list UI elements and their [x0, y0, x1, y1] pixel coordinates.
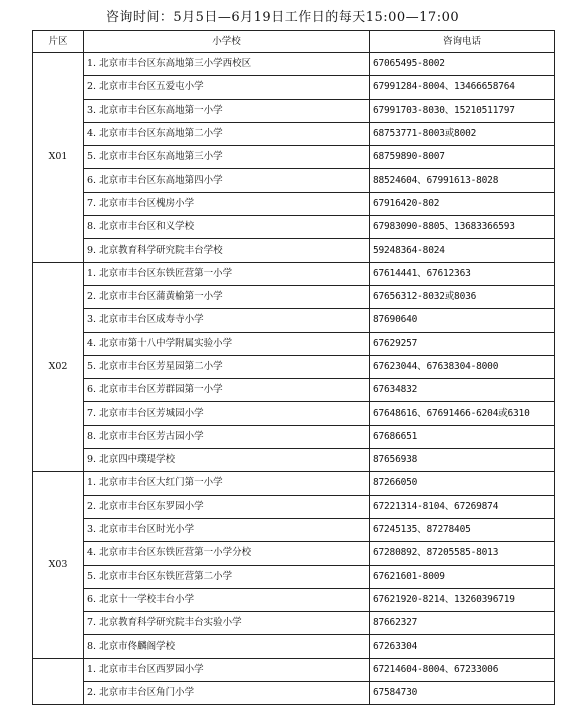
school-name-cell: 3. 北京市丰台区成寿寺小学 — [84, 309, 370, 332]
table-row — [33, 309, 555, 332]
table-row — [33, 495, 555, 518]
table-row — [33, 402, 555, 425]
phone-number-cell: 88524604、67991613-8028 — [370, 169, 555, 192]
table-row — [33, 216, 555, 239]
phone-number-cell: 68753771-8003或8002 — [370, 122, 555, 145]
phone-number-cell: 67245135、87278405 — [370, 518, 555, 541]
school-name-cell: 7. 北京教育科学研究院丰台实验小学 — [84, 612, 370, 635]
table-row — [33, 449, 555, 472]
phone-number-cell: 67065495-8002 — [370, 53, 555, 76]
table-row — [33, 565, 555, 588]
school-name-cell: 2. 北京市丰台区东罗园小学 — [84, 495, 370, 518]
table-row — [33, 53, 555, 76]
phone-number-cell: 87690640 — [370, 309, 555, 332]
school-name-cell: 8. 北京市佟麟阁学校 — [84, 635, 370, 658]
school-name-cell: 8. 北京市丰台区和义学校 — [84, 216, 370, 239]
school-name-cell: 2. 北京市丰台区角门小学 — [84, 682, 370, 705]
phone-number-cell: 67621601-8009 — [370, 565, 555, 588]
table-row — [33, 239, 555, 262]
phone-number-cell: 67221314-8104、67269874 — [370, 495, 555, 518]
school-name-cell: 1. 北京市丰台区西罗园小学 — [84, 658, 370, 681]
consultation-time-header: 咨询时间：5月5日—6月19日工作日的每天15:00—17:00 — [105, 10, 460, 25]
phone-number-cell: 67656312-8032或8036 — [370, 285, 555, 308]
phone-number-cell: 67629257 — [370, 332, 555, 355]
table-row — [33, 518, 555, 541]
area-cell: X02 — [33, 262, 84, 472]
school-contact-table — [32, 30, 555, 705]
school-name-cell: 3. 北京市丰台区东高地第一小学 — [84, 99, 370, 122]
phone-number-cell: 87266050 — [370, 472, 555, 495]
area-cell — [33, 658, 84, 705]
school-name-cell: 5. 北京市丰台区东铁匠营第二小学 — [84, 565, 370, 588]
phone-number-cell: 59248364-8024 — [370, 239, 555, 262]
header-row — [33, 31, 555, 53]
school-name-cell: 6. 北京市丰台区芳群园第一小学 — [84, 379, 370, 402]
area-cell: X03 — [33, 472, 84, 658]
phone-number-cell: 67648616、67691466-6204或6310 — [370, 402, 555, 425]
table-row — [33, 285, 555, 308]
phone-number-cell: 67621920-8214、13260396719 — [370, 588, 555, 611]
table-row — [33, 192, 555, 215]
phone-number-cell: 67686651 — [370, 425, 555, 448]
table-row — [33, 355, 555, 378]
table-row — [33, 76, 555, 99]
phone-number-cell: 87656938 — [370, 449, 555, 472]
school-name-cell: 8. 北京市丰台区芳古园小学 — [84, 425, 370, 448]
column-header-phone: 咨询电话 — [370, 31, 555, 53]
table-row — [33, 472, 555, 495]
school-name-cell: 2. 北京市丰台区蒲黄榆第一小学 — [84, 285, 370, 308]
school-name-cell: 1. 北京市丰台区东铁匠营第一小学 — [84, 262, 370, 285]
school-name-cell: 5. 北京市丰台区芳星园第二小学 — [84, 355, 370, 378]
table-row — [33, 169, 555, 192]
table-row — [33, 542, 555, 565]
school-name-cell: 2. 北京市丰台区五爱屯小学 — [84, 76, 370, 99]
school-name-cell: 4. 北京市丰台区东高地第二小学 — [84, 122, 370, 145]
phone-number-cell: 67623044、67638304-8000 — [370, 355, 555, 378]
school-name-cell: 9. 北京四中璞瑅学校 — [84, 449, 370, 472]
phone-number-cell: 67634832 — [370, 379, 555, 402]
table-row — [33, 332, 555, 355]
table-row — [33, 425, 555, 448]
phone-number-cell: 67983090-8805、13683366593 — [370, 216, 555, 239]
school-name-cell: 4. 北京市丰台区东铁匠营第一小学分校 — [84, 542, 370, 565]
phone-number-cell: 67916420-802 — [370, 192, 555, 215]
table-row — [33, 146, 555, 169]
table-row — [33, 262, 555, 285]
school-name-cell: 6. 北京市丰台区东高地第四小学 — [84, 169, 370, 192]
area-cell: X01 — [33, 53, 84, 263]
table-row — [33, 379, 555, 402]
table-row — [33, 635, 555, 658]
school-name-cell: 7. 北京市丰台区槐房小学 — [84, 192, 370, 215]
phone-number-cell: 67584730 — [370, 682, 555, 705]
table-body — [33, 53, 555, 705]
phone-number-cell: 67991284-8004、13466658764 — [370, 76, 555, 99]
phone-number-cell: 68759890-8007 — [370, 146, 555, 169]
table-header — [33, 31, 555, 53]
school-name-cell: 5. 北京市丰台区东高地第三小学 — [84, 146, 370, 169]
table-row — [33, 612, 555, 635]
school-name-cell: 1. 北京市丰台区大红门第一小学 — [84, 472, 370, 495]
column-header-school: 小学校 — [84, 31, 370, 53]
table-row — [33, 99, 555, 122]
table-row — [33, 122, 555, 145]
school-name-cell: 7. 北京市丰台区芳城园小学 — [84, 402, 370, 425]
table-row — [33, 588, 555, 611]
school-name-cell: 1. 北京市丰台区东高地第三小学西校区 — [84, 53, 370, 76]
phone-number-cell: 67263304 — [370, 635, 555, 658]
school-name-cell: 6. 北京十一学校丰台小学 — [84, 588, 370, 611]
school-name-cell: 4. 北京市第十八中学附属实验小学 — [84, 332, 370, 355]
column-header-area: 片区 — [33, 31, 84, 53]
table-row — [33, 658, 555, 681]
phone-number-cell: 67991703-8030、15210511797 — [370, 99, 555, 122]
phone-number-cell: 87662327 — [370, 612, 555, 635]
school-name-cell: 3. 北京市丰台区时光小学 — [84, 518, 370, 541]
phone-number-cell: 67614441、67612363 — [370, 262, 555, 285]
school-name-cell: 9. 北京教育科学研究院丰台学校 — [84, 239, 370, 262]
table-row — [33, 682, 555, 705]
phone-number-cell: 67214604-8004、67233006 — [370, 658, 555, 681]
phone-number-cell: 67280892、87205585-8013 — [370, 542, 555, 565]
